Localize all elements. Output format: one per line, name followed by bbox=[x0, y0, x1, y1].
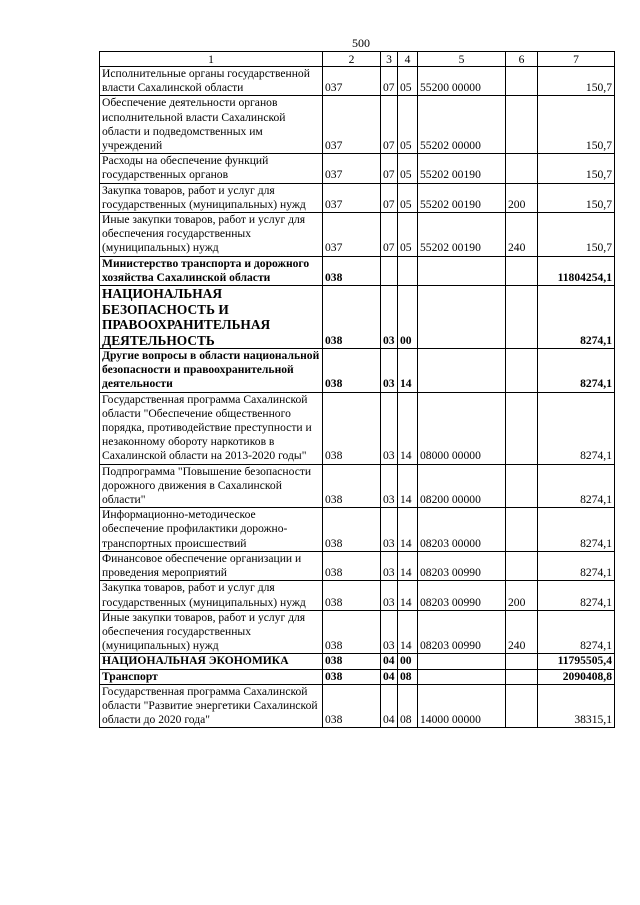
table-row bbox=[100, 610, 615, 654]
row-ministry-cell: 037 bbox=[323, 67, 381, 96]
row-type-cell bbox=[506, 508, 538, 552]
row-target-cell: 55200 00000 bbox=[418, 67, 506, 96]
row-name-cell: НАЦИОНАЛЬНАЯ БЕЗОПАСНОСТЬ И ПРАВООХРАНИТЕЛЬНАЯ ДЕЯТЕЛЬНОСТЬ bbox=[100, 286, 323, 349]
row-target-cell bbox=[418, 669, 506, 684]
row-ministry-cell: 038 bbox=[323, 654, 381, 669]
row-name-cell: Закупка товаров, работ и услуг для государственных (муниципальных) нужд bbox=[100, 581, 323, 610]
row-amount-cell: 8274,1 bbox=[538, 551, 615, 580]
row-ministry-cell: 037 bbox=[323, 154, 381, 183]
row-amount-cell: 150,7 bbox=[538, 154, 615, 183]
row-subsection-cell: 00 bbox=[398, 654, 418, 669]
row-name-cell: Обеспечение деятельности органов исполнительной власти Сахалинской области и подведомственных им учреждений bbox=[100, 96, 323, 154]
row-type-cell bbox=[506, 286, 538, 349]
row-amount-cell: 2090408,8 bbox=[538, 669, 615, 684]
row-ministry-cell: 038 bbox=[323, 349, 381, 393]
table-row bbox=[100, 67, 615, 96]
row-section-cell: 04 bbox=[381, 669, 398, 684]
row-amount-cell: 11804254,1 bbox=[538, 256, 615, 285]
row-ministry-cell: 038 bbox=[323, 508, 381, 552]
column-header: 7 bbox=[538, 52, 615, 67]
column-header: 2 bbox=[323, 52, 381, 67]
row-section-cell: 04 bbox=[381, 684, 398, 728]
table-row bbox=[100, 256, 615, 285]
row-target-cell: 55202 00000 bbox=[418, 96, 506, 154]
table-row bbox=[100, 684, 615, 728]
row-type-cell bbox=[506, 96, 538, 154]
row-name-cell: НАЦИОНАЛЬНАЯ ЭКОНОМИКА bbox=[100, 654, 323, 669]
row-name-cell: Подпрограмма "Повышение безопасности дорожного движения в Сахалинской области" bbox=[100, 464, 323, 508]
table-row bbox=[100, 213, 615, 257]
table-row bbox=[100, 392, 615, 464]
row-type-cell bbox=[506, 669, 538, 684]
row-subsection-cell: 05 bbox=[398, 154, 418, 183]
row-amount-cell: 150,7 bbox=[538, 183, 615, 212]
row-type-cell bbox=[506, 551, 538, 580]
row-type-cell bbox=[506, 67, 538, 96]
column-header: 1 bbox=[100, 52, 323, 67]
table-row bbox=[100, 508, 615, 552]
row-section-cell: 07 bbox=[381, 213, 398, 257]
row-ministry-cell: 037 bbox=[323, 96, 381, 154]
row-subsection-cell: 14 bbox=[398, 508, 418, 552]
row-name-cell: Закупка товаров, работ и услуг для государственных (муниципальных) нужд bbox=[100, 183, 323, 212]
row-section-cell: 07 bbox=[381, 67, 398, 96]
row-subsection-cell: 05 bbox=[398, 67, 418, 96]
row-ministry-cell: 038 bbox=[323, 684, 381, 728]
budget-table bbox=[99, 51, 615, 728]
row-section-cell: 07 bbox=[381, 154, 398, 183]
row-subsection-cell: 08 bbox=[398, 669, 418, 684]
row-amount-cell: 150,7 bbox=[538, 96, 615, 154]
row-name-cell: Иные закупки товаров, работ и услуг для обеспечения государственных (муниципальных) нужд bbox=[100, 610, 323, 654]
row-subsection-cell: 14 bbox=[398, 464, 418, 508]
row-target-cell bbox=[418, 286, 506, 349]
row-subsection-cell bbox=[398, 256, 418, 285]
row-subsection-cell: 14 bbox=[398, 581, 418, 610]
table-row bbox=[100, 286, 615, 349]
row-name-cell: Расходы на обеспечение функций государственных органов bbox=[100, 154, 323, 183]
row-section-cell: 03 bbox=[381, 464, 398, 508]
row-type-cell: 240 bbox=[506, 610, 538, 654]
row-section-cell: 03 bbox=[381, 286, 398, 349]
row-ministry-cell: 038 bbox=[323, 256, 381, 285]
table-header-row bbox=[100, 52, 615, 67]
table-row bbox=[100, 654, 615, 669]
table-row bbox=[100, 183, 615, 212]
row-type-cell bbox=[506, 392, 538, 464]
table-row bbox=[100, 464, 615, 508]
row-ministry-cell: 038 bbox=[323, 392, 381, 464]
column-header: 4 bbox=[398, 52, 418, 67]
row-target-cell: 14000 00000 bbox=[418, 684, 506, 728]
row-name-cell: Финансовое обеспечение организации и проведения мероприятий bbox=[100, 551, 323, 580]
row-name-cell: Государственная программа Сахалинской области "Обеспечение общественного порядка, противодействие преступности и незаконному обороту наркотиков в Сахалинской области на 2013-2020 годы" bbox=[100, 392, 323, 464]
row-target-cell: 08203 00000 bbox=[418, 508, 506, 552]
row-name-cell: Исполнительные органы государственной власти Сахалинской области bbox=[100, 67, 323, 96]
row-type-cell bbox=[506, 154, 538, 183]
row-type-cell bbox=[506, 349, 538, 393]
table-row bbox=[100, 349, 615, 393]
table-row bbox=[100, 96, 615, 154]
row-section-cell: 03 bbox=[381, 551, 398, 580]
row-section-cell: 03 bbox=[381, 349, 398, 393]
row-name-cell: Транспорт bbox=[100, 669, 323, 684]
row-ministry-cell: 038 bbox=[323, 551, 381, 580]
row-target-cell: 08200 00000 bbox=[418, 464, 506, 508]
row-name-cell: Министерство транспорта и дорожного хозяйства Сахалинской области bbox=[100, 256, 323, 285]
column-header: 6 bbox=[506, 52, 538, 67]
row-section-cell: 04 bbox=[381, 654, 398, 669]
row-ministry-cell: 038 bbox=[323, 464, 381, 508]
row-subsection-cell: 05 bbox=[398, 213, 418, 257]
row-amount-cell: 8274,1 bbox=[538, 464, 615, 508]
column-header: 3 bbox=[381, 52, 398, 67]
row-amount-cell: 8274,1 bbox=[538, 581, 615, 610]
row-name-cell: Государственная программа Сахалинской области "Развитие энергетики Сахалинской области до 2020 года" bbox=[100, 684, 323, 728]
row-section-cell bbox=[381, 256, 398, 285]
row-amount-cell: 150,7 bbox=[538, 213, 615, 257]
table-row bbox=[100, 154, 615, 183]
row-ministry-cell: 038 bbox=[323, 581, 381, 610]
row-subsection-cell: 14 bbox=[398, 392, 418, 464]
row-ministry-cell: 037 bbox=[323, 213, 381, 257]
row-target-cell: 55202 00190 bbox=[418, 183, 506, 212]
row-target-cell bbox=[418, 349, 506, 393]
row-amount-cell: 8274,1 bbox=[538, 349, 615, 393]
row-type-cell bbox=[506, 684, 538, 728]
row-subsection-cell: 14 bbox=[398, 551, 418, 580]
table-row bbox=[100, 581, 615, 610]
row-ministry-cell: 038 bbox=[323, 669, 381, 684]
row-amount-cell: 8274,1 bbox=[538, 286, 615, 349]
row-amount-cell: 38315,1 bbox=[538, 684, 615, 728]
row-section-cell: 07 bbox=[381, 183, 398, 212]
row-target-cell: 08000 00000 bbox=[418, 392, 506, 464]
row-amount-cell: 11795505,4 bbox=[538, 654, 615, 669]
table-row bbox=[100, 669, 615, 684]
row-section-cell: 03 bbox=[381, 581, 398, 610]
column-header: 5 bbox=[418, 52, 506, 67]
row-target-cell: 08203 00990 bbox=[418, 581, 506, 610]
row-section-cell: 03 bbox=[381, 610, 398, 654]
row-ministry-cell: 038 bbox=[323, 610, 381, 654]
row-section-cell: 03 bbox=[381, 392, 398, 464]
row-type-cell: 240 bbox=[506, 213, 538, 257]
row-name-cell: Другие вопросы в области национальной безопасности и правоохранительной деятельности bbox=[100, 349, 323, 393]
row-amount-cell: 8274,1 bbox=[538, 392, 615, 464]
row-name-cell: Информационно-методическое обеспечение профилактики дорожно-транспортных происшествий bbox=[100, 508, 323, 552]
row-subsection-cell: 14 bbox=[398, 349, 418, 393]
row-subsection-cell: 08 bbox=[398, 684, 418, 728]
row-target-cell bbox=[418, 256, 506, 285]
row-target-cell: 55202 00190 bbox=[418, 154, 506, 183]
row-amount-cell: 150,7 bbox=[538, 67, 615, 96]
page-number: 500 bbox=[352, 36, 370, 50]
row-subsection-cell: 14 bbox=[398, 610, 418, 654]
row-type-cell bbox=[506, 464, 538, 508]
row-section-cell: 03 bbox=[381, 508, 398, 552]
row-amount-cell: 8274,1 bbox=[538, 610, 615, 654]
row-target-cell: 55202 00190 bbox=[418, 213, 506, 257]
table-row bbox=[100, 551, 615, 580]
row-name-cell: Иные закупки товаров, работ и услуг для обеспечения государственных (муниципальных) нужд bbox=[100, 213, 323, 257]
row-ministry-cell: 038 bbox=[323, 286, 381, 349]
row-amount-cell: 8274,1 bbox=[538, 508, 615, 552]
table-body bbox=[100, 52, 615, 728]
row-subsection-cell: 05 bbox=[398, 183, 418, 212]
row-ministry-cell: 037 bbox=[323, 183, 381, 212]
row-type-cell bbox=[506, 654, 538, 669]
row-section-cell: 07 bbox=[381, 96, 398, 154]
row-target-cell: 08203 00990 bbox=[418, 551, 506, 580]
row-target-cell bbox=[418, 654, 506, 669]
row-type-cell: 200 bbox=[506, 183, 538, 212]
row-type-cell: 200 bbox=[506, 581, 538, 610]
row-subsection-cell: 00 bbox=[398, 286, 418, 349]
row-subsection-cell: 05 bbox=[398, 96, 418, 154]
row-type-cell bbox=[506, 256, 538, 285]
row-target-cell: 08203 00990 bbox=[418, 610, 506, 654]
